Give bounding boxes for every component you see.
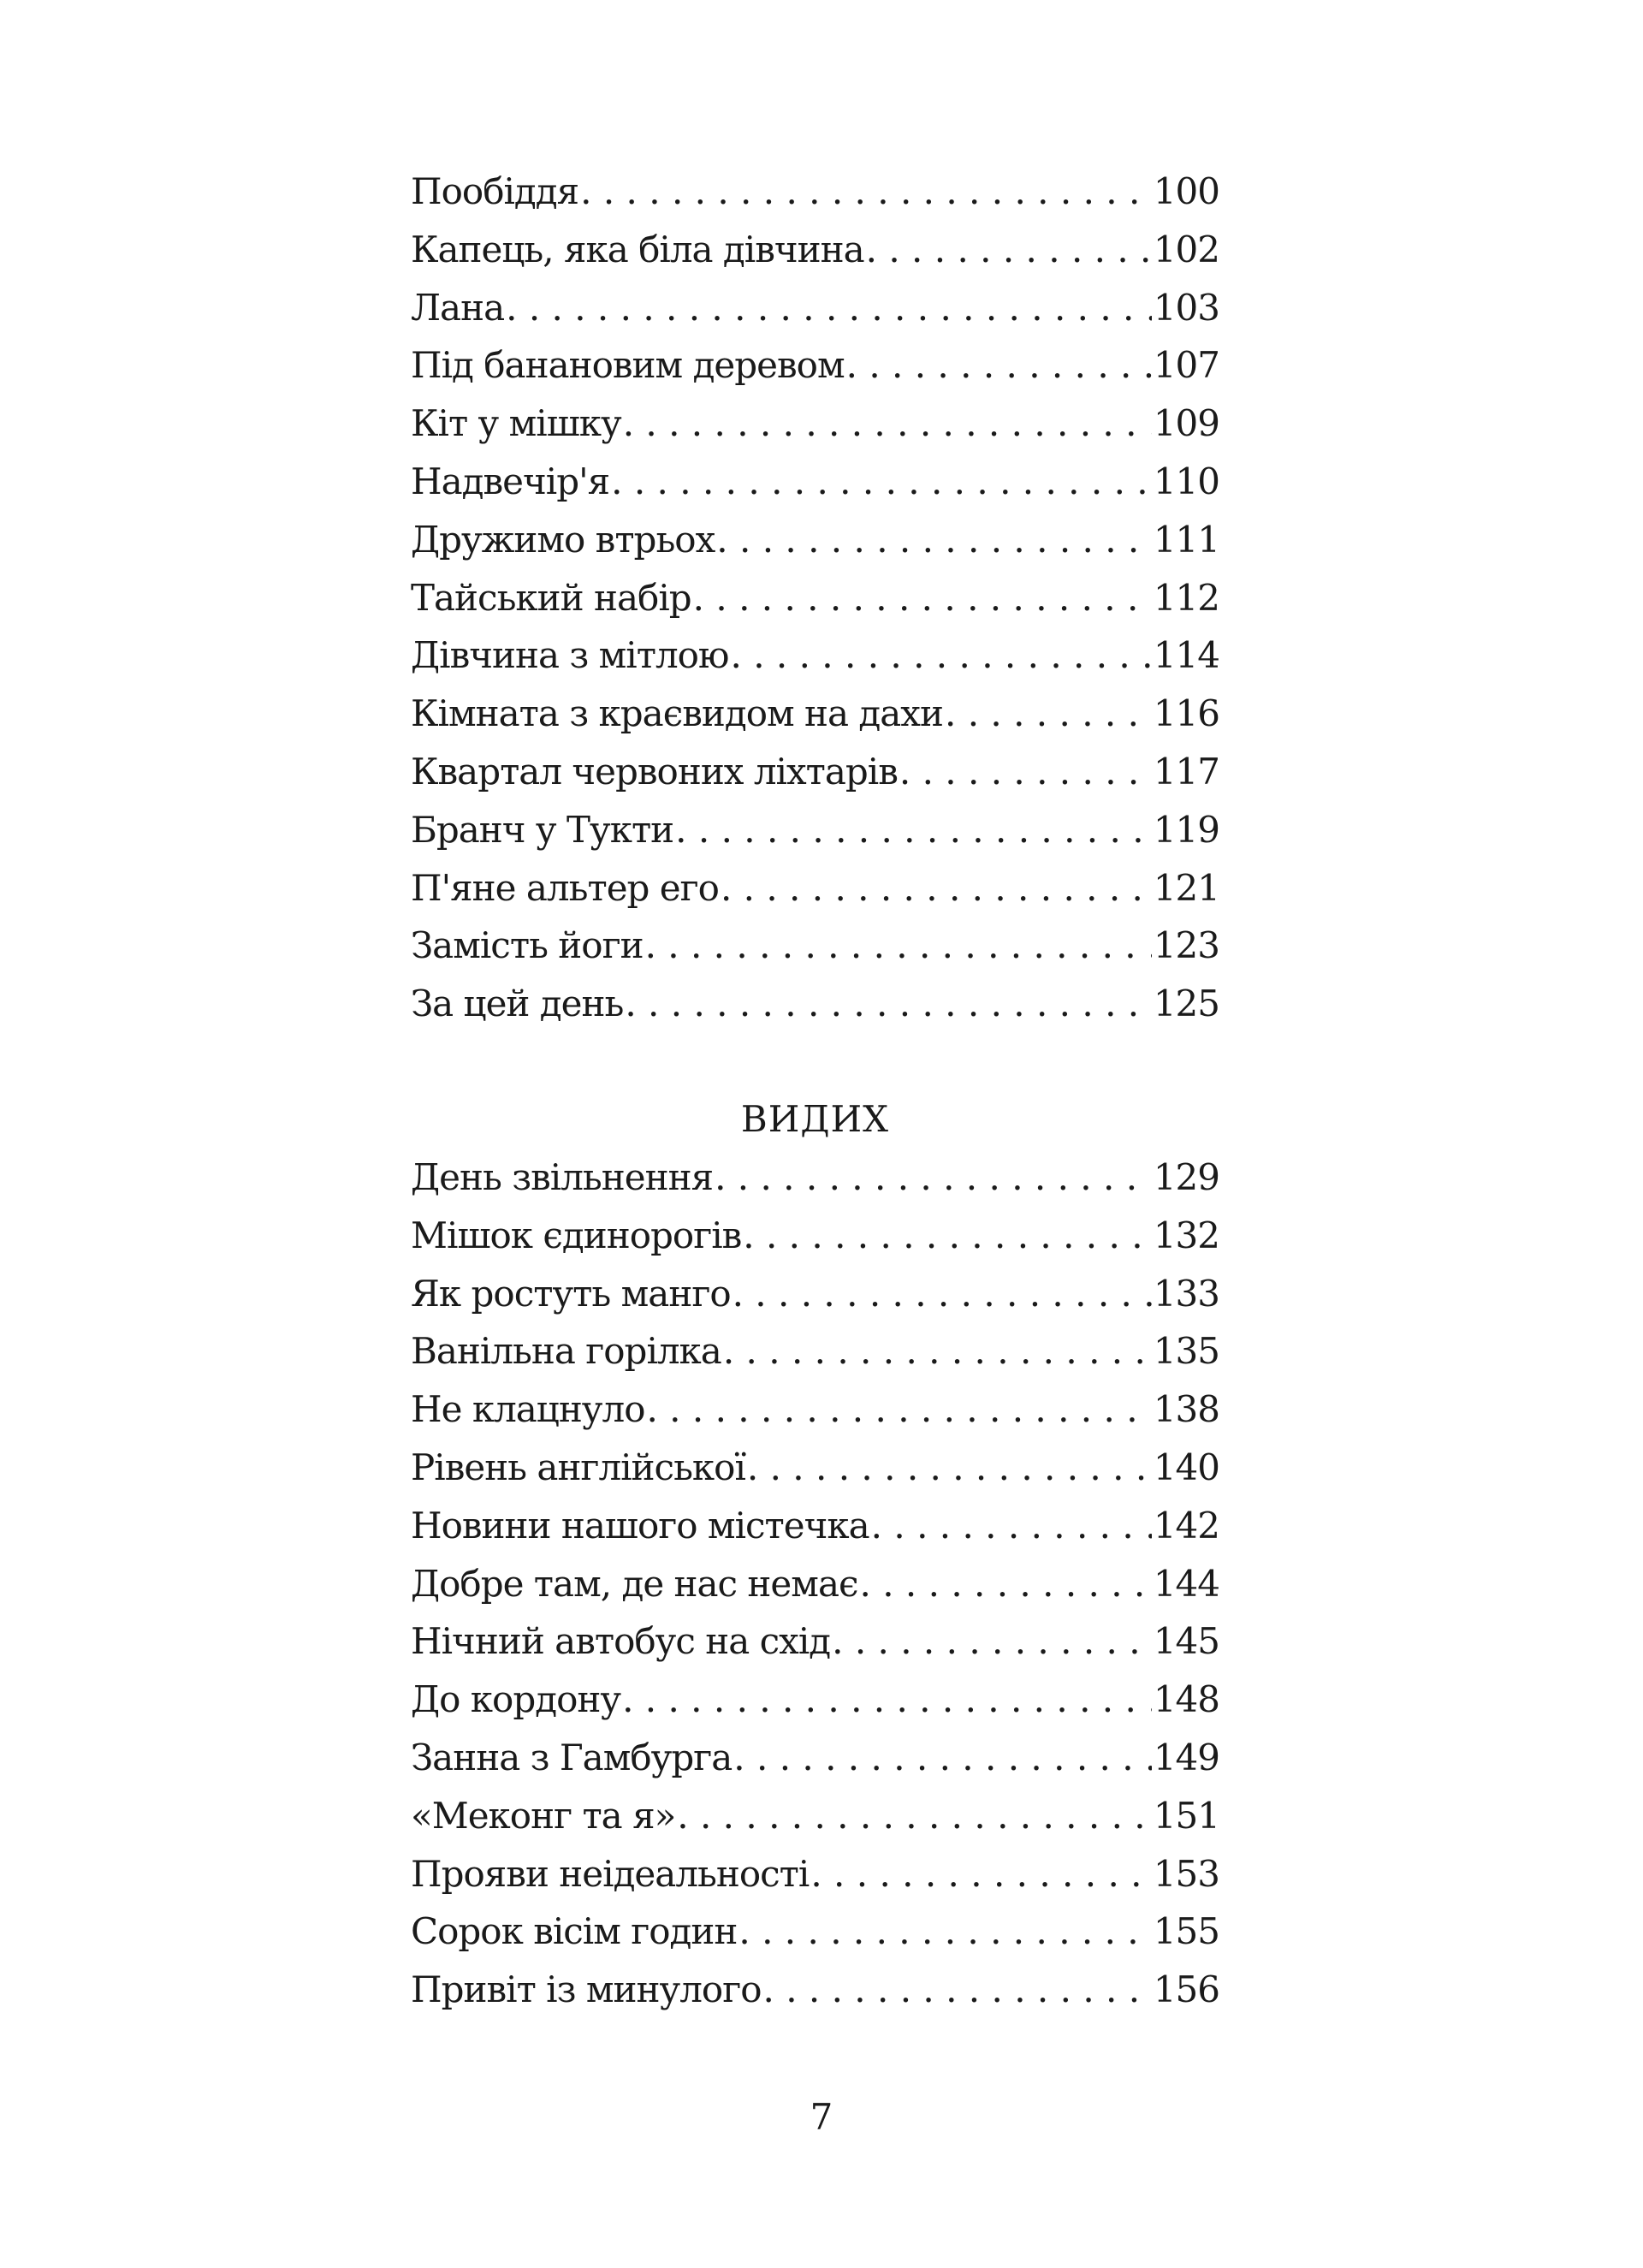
toc-entry [411,511,1219,569]
toc-entry [411,743,1219,801]
toc-entry-page: 114 [1153,634,1219,677]
toc-entry-title: Мішок єдинорогів [411,1214,742,1256]
dot-leader [646,1380,1151,1439]
dot-leader [738,1903,1151,1961]
toc-entry-page: 149 [1153,1736,1219,1778]
toc-entry-title: Лана [411,286,505,329]
toc-entry-page: 123 [1153,924,1219,967]
toc-entry [411,917,1219,975]
toc-entry-title: За цей день [411,983,624,1025]
toc-entry-title: Занна з Гамбурга [411,1736,733,1778]
toc-entry [411,1439,1219,1497]
toc-entry-title: Замість йоги [411,924,644,967]
toc-entry-page: 129 [1153,1156,1219,1198]
toc-entry-title: Під банановим деревом [411,344,845,387]
dot-leader [623,395,1152,453]
toc-entry-page: 111 [1153,518,1219,561]
toc-entry-title: Кімната з краєвидом на дахи [411,692,943,735]
toc-entry-title: Сорок вісім годин [411,1910,738,1953]
toc-entry-page: 140 [1153,1446,1219,1488]
toc-entry-title: Не клацнуло [411,1388,645,1431]
toc-entry-page: 109 [1153,402,1219,445]
dot-leader [733,1265,1152,1323]
toc-entry-page: 135 [1153,1330,1219,1373]
toc-entry-title: Пообіддя [411,170,579,212]
toc-entry-title: До кордону [411,1678,621,1721]
dot-leader [731,626,1152,685]
toc-entry-page: 148 [1153,1678,1219,1721]
dot-leader [871,1497,1152,1555]
toc-entry [411,685,1219,743]
toc-section-1 [411,163,1219,1033]
toc-entry-title: День звільнення [411,1156,714,1198]
toc-entry [411,1380,1219,1439]
toc-entry-page: 117 [1153,750,1219,793]
toc-entry-title: Надвечір'я [411,460,610,502]
dot-leader [693,569,1152,627]
toc-entry-title: Дружимо втрьох [411,518,715,561]
toc-entry [411,163,1219,221]
toc-entry [411,975,1219,1033]
dot-leader [899,743,1152,801]
toc-entry [411,1845,1219,1903]
dot-leader [810,1845,1151,1903]
toc-section-2 [411,1149,1219,2019]
toc-entry [411,1729,1219,1787]
dot-leader [723,1322,1152,1380]
toc-entry [411,1903,1219,1961]
toc-entry-page: 133 [1153,1272,1219,1315]
toc-entry-page: 156 [1153,1968,1219,2011]
toc-entry-title: Як ростуть манго [411,1272,731,1315]
toc-entry-page: 107 [1153,344,1219,387]
toc-entry-page: 138 [1153,1388,1219,1431]
toc-entry-title: Квартал червоних ліхтарів [411,750,898,793]
toc-entry [411,859,1219,917]
toc-entry-title: Кіт у мішку [411,402,621,445]
dot-leader [715,1149,1152,1207]
toc-entry-title: Нічний автобус на схід [411,1620,831,1663]
toc-entry-page: 116 [1153,692,1219,735]
toc-entry-page: 144 [1153,1562,1219,1605]
toc-entry [411,569,1219,627]
toc-entry-page: 151 [1153,1794,1219,1837]
dot-leader [733,1729,1152,1787]
dot-leader [625,975,1151,1033]
dot-leader [675,801,1152,859]
toc-entry-title: Прояви неідеальності [411,1852,810,1895]
dot-leader [721,859,1152,917]
toc-entry-title: Бранч у Тукти [411,808,674,851]
toc-entry [411,1787,1219,1845]
toc-entry-page: 125 [1153,983,1219,1025]
toc-entry-title: Тайський набір [411,576,691,619]
toc-entry [411,336,1219,395]
dot-leader [677,1787,1152,1845]
toc-entry-title: Капець, яка біла дівчина [411,228,864,270]
toc-entry-page: 142 [1153,1504,1219,1547]
toc-entry [411,1322,1219,1380]
toc-entry-title: Добре там, де нас немає [411,1562,858,1605]
toc-entry-page: 119 [1153,808,1219,851]
dot-leader [866,221,1152,279]
dot-leader [716,511,1152,569]
dot-leader [832,1612,1152,1671]
toc-entry-page: 121 [1153,866,1219,909]
dot-leader [611,453,1152,511]
page-number: 7 [810,2096,833,2138]
dot-leader [506,279,1152,337]
toc-entry [411,1207,1219,1265]
dot-leader [945,685,1152,743]
toc-entry-page: 155 [1153,1910,1219,1953]
toc-entry-page: 112 [1153,576,1219,619]
toc-entry-page: 102 [1153,228,1219,270]
dot-leader [580,163,1152,221]
toc-entry-title: Дівчина з мітлою [411,634,729,677]
toc-entry [411,279,1219,337]
dot-leader [743,1207,1152,1265]
dot-leader [747,1439,1152,1497]
toc-entry [411,1612,1219,1671]
toc-entry [411,453,1219,511]
toc-entry [411,1149,1219,1207]
toc-entry-title: Ванільна горілка [411,1330,721,1373]
dot-leader [763,1961,1152,2019]
toc-entry-page: 103 [1153,286,1219,329]
dot-leader [860,1555,1152,1613]
dot-leader [846,336,1152,395]
toc-entry [411,221,1219,279]
toc-entry-title: П'яне альтер его [411,866,719,909]
toc-entry [411,626,1219,685]
dot-leader [622,1671,1152,1729]
toc-entry-page: 110 [1153,460,1219,502]
toc-entry [411,395,1219,453]
toc-entry-title: Привіт із минулого [411,1968,762,2011]
toc-entry-page: 153 [1153,1852,1219,1895]
toc-entry-title: Новини нашого містечка [411,1504,869,1547]
toc-entry [411,1497,1219,1555]
dot-leader [645,917,1152,975]
toc-entry [411,1265,1219,1323]
toc-entry [411,1671,1219,1729]
toc-entry [411,1961,1219,2019]
toc-entry [411,1555,1219,1613]
toc-entry [411,801,1219,859]
toc-entry-title: Рівень англійської [411,1446,745,1488]
toc-entry-page: 132 [1153,1214,1219,1256]
section-heading: ВИДИХ [740,1098,890,1140]
toc-entry-title: «Меконг та я» [411,1794,676,1837]
toc-entry-page: 145 [1153,1620,1219,1663]
toc-entry-page: 100 [1153,170,1219,212]
